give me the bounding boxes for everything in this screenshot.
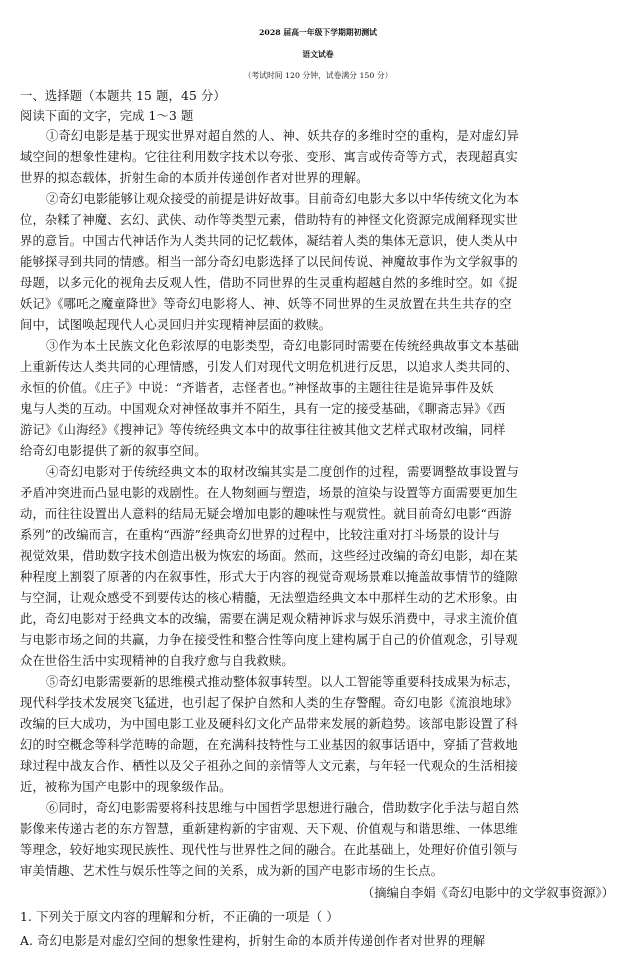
passage-line: 视觉效果，借助数字技术创造出极为恢宏的场面。然而，这些经过改编的奇幻电影，却在某 [20,549,518,563]
option-a[interactable]: A. 奇幻电影是对虚幻空间的想象性建构，折射生命的本质并传递创作者对世界的理解 [20,934,486,948]
passage-line: 能够探寻到共同的情感。相当一部分奇幻电影选择了以民间传说、神魔故事作为文学叙事的 [20,255,518,269]
passage-line: ②奇幻电影能够让观众接受的前提是讲好故事。目前奇幻电影大多以中华传统文化为本 [46,192,519,206]
passage-line: 幻的时空概念等科学范畴的命题，在充满科技特性与工业基因的叙事话语中，穿插了营救地 [20,738,518,752]
reading-instruction: 阅读下面的文字，完成 1～3 题 [20,109,194,123]
passage-line: 与电影市场之间的共赢，力争在接受性和整合性等向度上建构属于自己的价值观念，引导观 [20,633,518,647]
passage-line: ③作为本土民族文化色彩浓厚的电影类型，奇幻电影同时需要在传统经典故事文本基础 [46,339,519,353]
passage-line: 间中，试图唤起现代人心灵回归并实现精神层面的救赎。 [20,318,332,332]
passage-line: 审美情趣、艺术性与娱乐性等之间的关系，成为新的国产电影市场的生长点。 [20,864,444,878]
passage-line: 域空间的想象性建构。它往往利用数字技术以夸张、变形、寓言或传奇等方式，表现超真实 [20,150,518,164]
passage-line: 动，而往往设置出人意料的结局无疑会增加电影的趣味性与观赏性。就目前奇幻电影“西游 [20,507,512,521]
passage-line: 众在世俗生活中实现精神的自我疗愈与自我救赎。 [20,654,294,668]
passage-line: 种程度上割裂了原著的内在叙事性，形式大于内容的视觉奇观场景难以掩盖故事情节的缝隙 [20,570,518,584]
passage-line: 妖记》《哪吒之魔童降世》等奇幻电影将人、神、妖等不同世界的生灵放置在共生共存的空 [20,297,512,311]
question-stem: 1. 下列关于原文内容的理解和分析，不正确的一项是（ ） [20,910,339,924]
passage-line: 球过程中战友合作、栖性以及父子祖孙之间的亲情等人文元素，与年轻一代观众的生活相接 [20,759,518,773]
passage-line: 改编的巨大成功，为中国电影工业及硬科幻文化产品带来发展的新趋势。该部电影设置了科 [20,717,518,731]
passage-line: 矛盾冲突进而凸显电影的戏剧性。在人物刻画与塑造，场景的渲染与设置等方面需要更加生 [20,486,518,500]
passage-line: ①奇幻电影是基于现实世界对超自然的人、神、妖共存的多维时空的重构，是对虚幻异 [46,129,519,143]
passage-line: ⑤奇幻电影需要新的思维模式推动整体叙事转型。以人工智能等重要科技成果为标志， [46,675,519,689]
passage-line: ⑥同时，奇幻电影需要将科技思维与中国哲学思想进行融合，借助数字化手法与超自然 [46,801,519,815]
passage-line: 等理念，较好地实现民族性、现代性与世界性之间的融合。在此基础上，处理好价值引领与 [20,843,518,857]
passage-line: 永恒的价值。《庄子》中说：“齐谐者，志怪者也。”神怪故事的主题往往是诡异事件及妖 [20,381,494,395]
passage-line: 世界的拟态载体，折射生命的本质并传递创作者对世界的理解。 [20,171,369,185]
passage-line: 与空洞，让观众感受不到要传达的核心精髓，无法塑造经典文本中那样生动的艺术形象。由 [20,591,518,605]
passage-line: 此，奇幻电影对于经典文本的改编，需要在满足观众精神诉求与娱乐消费中，寻求主流价值 [20,612,518,626]
passage-line: 母题，以多元化的视角去反观人性，借助不同世界的生灵重构超越自然的多维时空。如《捉 [20,276,518,290]
passage-line: 界的意旨。中国古代神话作为人类共同的记忆载体，凝结着人类的集体无意识，使人类从中 [20,234,518,248]
passage-line: 游记》《山海经》《搜神记》等传统经典文本中的故事往往被其他文艺样式取材改编，同样 [20,423,506,437]
exam-title: 2028 届高一年级下学期期初测试 [259,28,377,37]
passage-line: 位，杂糅了神魔、玄幻、武侠、动作等类型元素，借助特有的神怪文化资源完成阐释现实世 [20,213,518,227]
exam-subtitle: 语文试卷 [302,50,334,59]
passage-line: 现代科学技术发展突飞猛进，也引起了保护自然和人类的生存警醒。奇幻电影《流浪地球》 [20,696,518,710]
exam-info: （考试时间 120 分钟，试卷满分 150 分） [243,71,393,80]
passage-line: ④奇幻电影对于传统经典文本的取材改编其实是二度创作的过程，需要调整故事设置与 [46,465,519,479]
passage-line: 系列”的改编而言，在重构“西游”经典奇幻世界的过程中，比较注重对打斗场景的设计与 [20,528,500,542]
passage-line: 给奇幻电影提供了新的叙事空间。 [20,444,207,458]
passage-line: 鬼与人类的互动。中国观众对神怪故事并不陌生，具有一定的接受基础，《聊斋志异》《西 [20,402,506,416]
passage-line: 近，被称为国产电影中的现象级作品。 [20,780,232,794]
passage-source: （摘编自李娟《奇幻电影中的文学叙事资源》） [361,886,614,900]
bottom-fade-overlay [270,955,636,980]
section-heading: 一、选择题（本题共 15 题，45 分） [20,89,226,103]
passage-line: 影像来传递古老的东方智慧，重新建构新的宇宙观、天下观、价值观与和谐思维、一体思维 [20,822,518,836]
passage-line: 上重新传达人类共同的心理情感，引发人们对现代文明危机进行反思，以追求人类共同的、 [20,360,518,374]
